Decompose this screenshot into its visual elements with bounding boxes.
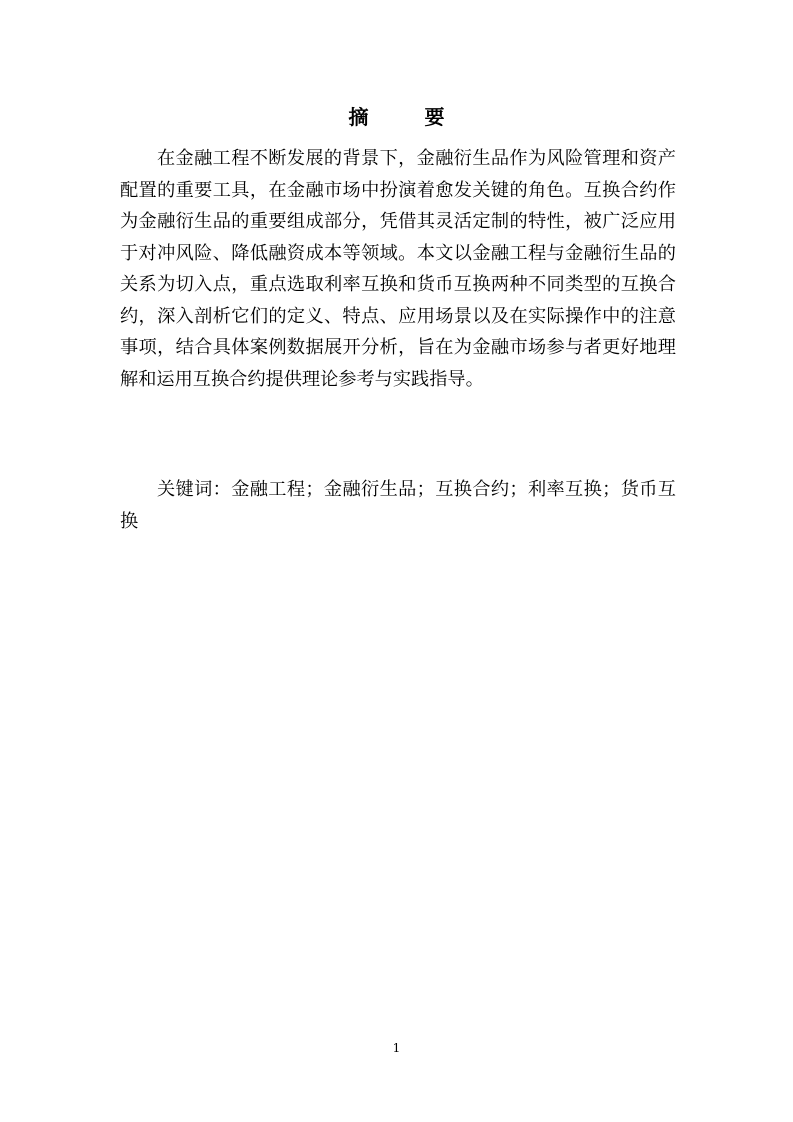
abstract-paragraph: 在金融工程不断发展的背景下，金融衍生品作为风险管理和资产配置的重要工具，在金融市场中扮演着愈发关键的角色。互换合约作为金融衍生品的重要组成部分，凭借其灵活定制的特性，被广泛应用于对冲风险、降低融资成本等领域。本文以金融工程与金融衍生品的关系为切入点，重点选取利率互换和货币互换两种不同类型的互换合约，深入剖析它们的定义、特点、应用场景以及在实际操作中的注意事项，结合具体案例数据展开分析，旨在为金融市场参与者更好地理解和运用互换合约提供理论参考与实践指导。 <box>120 148 676 390</box>
page-number: 1 <box>392 1041 401 1055</box>
abstract-title: 摘 要 <box>348 105 463 129</box>
keywords-paragraph: 关键词：金融工程；金融衍生品；互换合约；利率互换；货币互换 <box>120 479 676 532</box>
